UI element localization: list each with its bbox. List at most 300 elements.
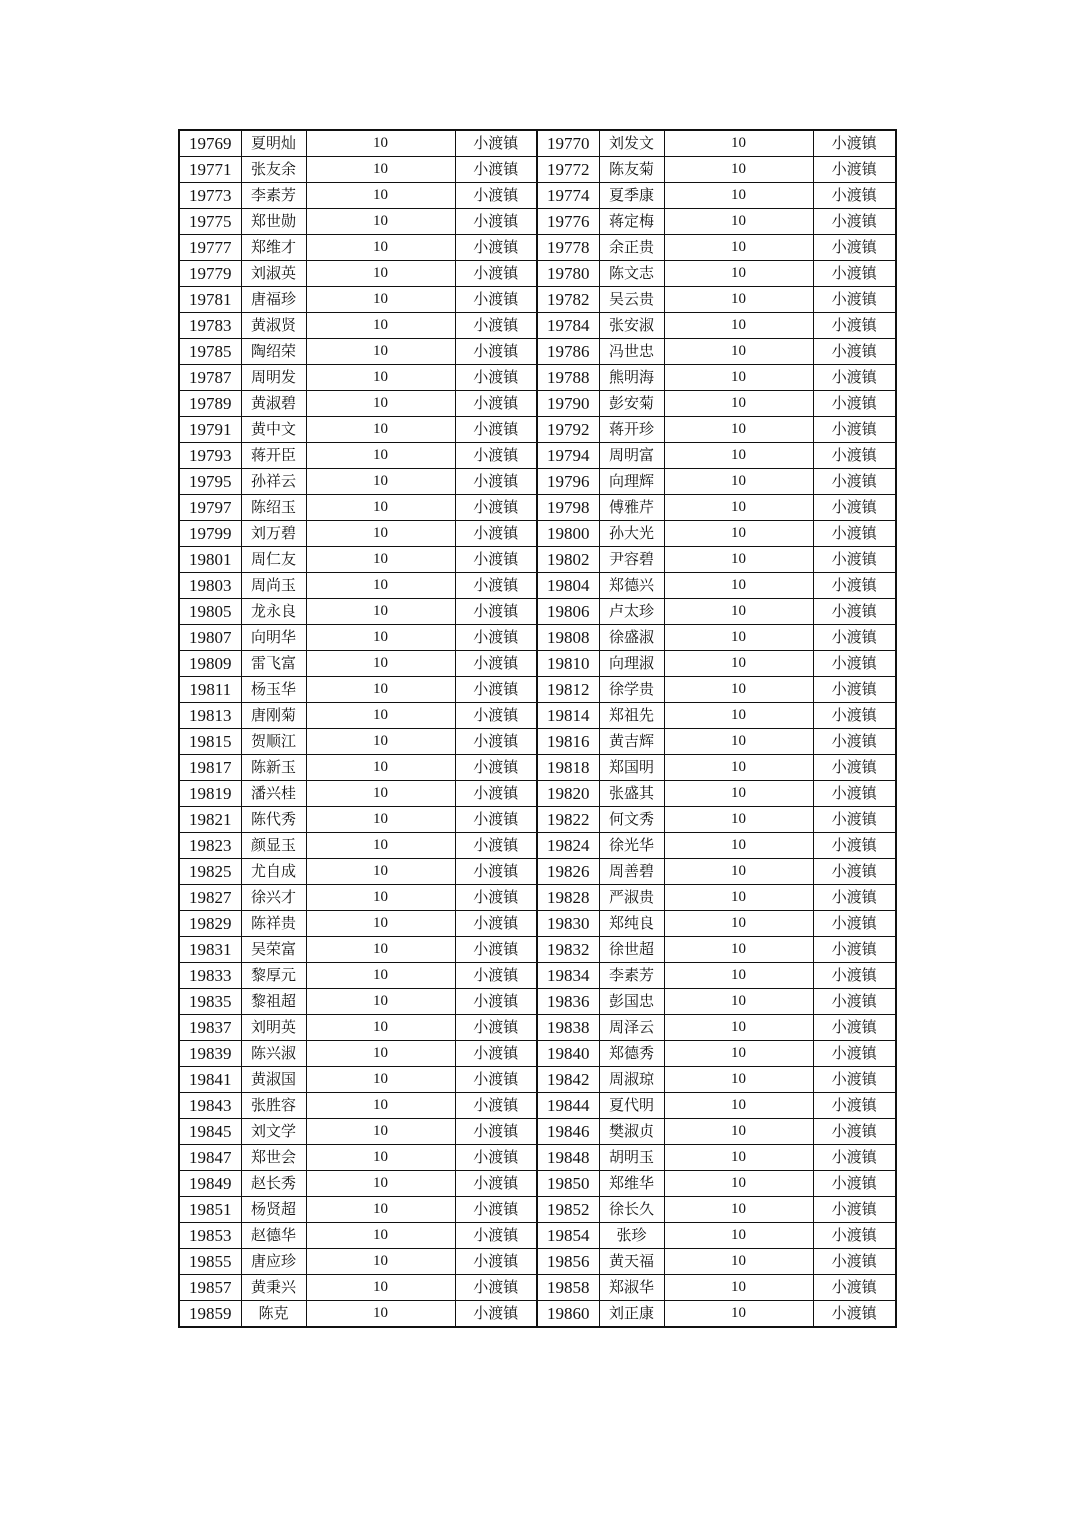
amount-cell: 10 <box>306 807 455 833</box>
table-row <box>179 443 896 469</box>
amount-cell: 10 <box>306 1301 455 1328</box>
town-cell: 小渡镇 <box>813 1301 896 1328</box>
name-cell: 李素芳 <box>241 183 306 209</box>
amount-cell: 10 <box>664 677 813 703</box>
table-row <box>179 599 896 625</box>
id-cell: 19822 <box>537 807 599 833</box>
table-row <box>179 469 896 495</box>
id-cell: 19791 <box>179 417 241 443</box>
table-row <box>179 729 896 755</box>
amount-cell: 10 <box>664 833 813 859</box>
town-cell: 小渡镇 <box>455 339 537 365</box>
amount-cell: 10 <box>306 1041 455 1067</box>
town-cell: 小渡镇 <box>455 703 537 729</box>
id-cell: 19824 <box>537 833 599 859</box>
id-cell: 19818 <box>537 755 599 781</box>
amount-cell: 10 <box>306 989 455 1015</box>
town-cell: 小渡镇 <box>455 677 537 703</box>
amount-cell: 10 <box>306 521 455 547</box>
amount-cell: 10 <box>664 989 813 1015</box>
name-cell: 胡明玉 <box>599 1145 664 1171</box>
name-cell: 黄淑碧 <box>241 391 306 417</box>
amount-cell: 10 <box>306 1197 455 1223</box>
town-cell: 小渡镇 <box>455 1301 537 1328</box>
id-cell: 19784 <box>537 313 599 339</box>
id-cell: 19858 <box>537 1275 599 1301</box>
name-cell: 余正贵 <box>599 235 664 261</box>
name-cell: 郑世会 <box>241 1145 306 1171</box>
name-cell: 颜显玉 <box>241 833 306 859</box>
amount-cell: 10 <box>664 885 813 911</box>
amount-cell: 10 <box>664 339 813 365</box>
town-cell: 小渡镇 <box>455 625 537 651</box>
name-cell: 杨玉华 <box>241 677 306 703</box>
town-cell: 小渡镇 <box>455 1223 537 1249</box>
amount-cell: 10 <box>664 911 813 937</box>
id-cell: 19785 <box>179 339 241 365</box>
town-cell: 小渡镇 <box>455 1145 537 1171</box>
name-cell: 陈新玉 <box>241 755 306 781</box>
town-cell: 小渡镇 <box>455 833 537 859</box>
table-row <box>179 703 896 729</box>
amount-cell: 10 <box>306 1275 455 1301</box>
town-cell: 小渡镇 <box>813 963 896 989</box>
name-cell: 黎祖超 <box>241 989 306 1015</box>
id-cell: 19839 <box>179 1041 241 1067</box>
id-cell: 19798 <box>537 495 599 521</box>
id-cell: 19790 <box>537 391 599 417</box>
id-cell: 19803 <box>179 573 241 599</box>
name-cell: 黄中文 <box>241 417 306 443</box>
name-cell: 徐学贵 <box>599 677 664 703</box>
table-row <box>179 1093 896 1119</box>
amount-cell: 10 <box>306 1015 455 1041</box>
town-cell: 小渡镇 <box>455 235 537 261</box>
name-cell: 郑淑华 <box>599 1275 664 1301</box>
name-cell: 蒋开臣 <box>241 443 306 469</box>
id-cell: 19812 <box>537 677 599 703</box>
name-cell: 徐世超 <box>599 937 664 963</box>
amount-cell: 10 <box>664 859 813 885</box>
id-cell: 19815 <box>179 729 241 755</box>
table-row <box>179 911 896 937</box>
id-cell: 19848 <box>537 1145 599 1171</box>
id-cell: 19792 <box>537 417 599 443</box>
id-cell: 19801 <box>179 547 241 573</box>
amount-cell: 10 <box>664 963 813 989</box>
name-cell: 赵长秀 <box>241 1171 306 1197</box>
id-cell: 19775 <box>179 209 241 235</box>
name-cell: 向明华 <box>241 625 306 651</box>
id-cell: 19776 <box>537 209 599 235</box>
town-cell: 小渡镇 <box>813 1249 896 1275</box>
table-row <box>179 495 896 521</box>
amount-cell: 10 <box>664 1275 813 1301</box>
id-cell: 19855 <box>179 1249 241 1275</box>
table-row <box>179 183 896 209</box>
name-cell: 张胜容 <box>241 1093 306 1119</box>
id-cell: 19859 <box>179 1301 241 1328</box>
town-cell: 小渡镇 <box>455 781 537 807</box>
table-row <box>179 1249 896 1275</box>
name-cell: 陶绍荣 <box>241 339 306 365</box>
amount-cell: 10 <box>664 1119 813 1145</box>
town-cell: 小渡镇 <box>813 469 896 495</box>
town-cell: 小渡镇 <box>455 365 537 391</box>
name-cell: 唐福珍 <box>241 287 306 313</box>
amount-cell: 10 <box>664 651 813 677</box>
amount-cell: 10 <box>306 729 455 755</box>
name-cell: 陈文志 <box>599 261 664 287</box>
amount-cell: 10 <box>664 1223 813 1249</box>
town-cell: 小渡镇 <box>813 885 896 911</box>
town-cell: 小渡镇 <box>813 1145 896 1171</box>
amount-cell: 10 <box>306 495 455 521</box>
id-cell: 19828 <box>537 885 599 911</box>
town-cell: 小渡镇 <box>813 651 896 677</box>
name-cell: 夏代明 <box>599 1093 664 1119</box>
name-cell: 尤自成 <box>241 859 306 885</box>
id-cell: 19850 <box>537 1171 599 1197</box>
table-row <box>179 130 896 157</box>
name-cell: 黄天福 <box>599 1249 664 1275</box>
id-cell: 19847 <box>179 1145 241 1171</box>
town-cell: 小渡镇 <box>455 1197 537 1223</box>
amount-cell: 10 <box>306 703 455 729</box>
id-cell: 19860 <box>537 1301 599 1328</box>
name-cell: 唐刚菊 <box>241 703 306 729</box>
name-cell: 陈友菊 <box>599 157 664 183</box>
name-cell: 刘淑英 <box>241 261 306 287</box>
town-cell: 小渡镇 <box>455 885 537 911</box>
amount-cell: 10 <box>306 417 455 443</box>
id-cell: 19806 <box>537 599 599 625</box>
id-cell: 19782 <box>537 287 599 313</box>
name-cell: 张安淑 <box>599 313 664 339</box>
name-cell: 周淑琼 <box>599 1067 664 1093</box>
town-cell: 小渡镇 <box>813 833 896 859</box>
amount-cell: 10 <box>306 261 455 287</box>
amount-cell: 10 <box>306 1223 455 1249</box>
amount-cell: 10 <box>306 1119 455 1145</box>
name-cell: 徐盛淑 <box>599 625 664 651</box>
name-cell: 李素芳 <box>599 963 664 989</box>
amount-cell: 10 <box>664 417 813 443</box>
name-cell: 刘明英 <box>241 1015 306 1041</box>
town-cell: 小渡镇 <box>813 547 896 573</box>
id-cell: 19811 <box>179 677 241 703</box>
town-cell: 小渡镇 <box>813 911 896 937</box>
name-cell: 严淑贵 <box>599 885 664 911</box>
table-row <box>179 1301 896 1328</box>
amount-cell: 10 <box>664 703 813 729</box>
id-cell: 19769 <box>179 130 241 157</box>
amount-cell: 10 <box>306 469 455 495</box>
amount-cell: 10 <box>664 1249 813 1275</box>
name-cell: 夏明灿 <box>241 130 306 157</box>
name-cell: 郑国明 <box>599 755 664 781</box>
name-cell: 雷飞富 <box>241 651 306 677</box>
amount-cell: 10 <box>664 781 813 807</box>
id-cell: 19832 <box>537 937 599 963</box>
town-cell: 小渡镇 <box>455 547 537 573</box>
name-cell: 孙祥云 <box>241 469 306 495</box>
table-row <box>179 1015 896 1041</box>
amount-cell: 10 <box>664 365 813 391</box>
id-cell: 19849 <box>179 1171 241 1197</box>
amount-cell: 10 <box>664 261 813 287</box>
town-cell: 小渡镇 <box>455 1067 537 1093</box>
name-cell: 贺顺江 <box>241 729 306 755</box>
town-cell: 小渡镇 <box>455 469 537 495</box>
id-cell: 19793 <box>179 443 241 469</box>
id-cell: 19779 <box>179 261 241 287</box>
id-cell: 19804 <box>537 573 599 599</box>
name-cell: 傅雅芹 <box>599 495 664 521</box>
town-cell: 小渡镇 <box>455 521 537 547</box>
table-row <box>179 781 896 807</box>
amount-cell: 10 <box>306 755 455 781</box>
amount-cell: 10 <box>664 287 813 313</box>
id-cell: 19827 <box>179 885 241 911</box>
amount-cell: 10 <box>306 781 455 807</box>
table-row <box>179 157 896 183</box>
town-cell: 小渡镇 <box>455 573 537 599</box>
name-cell: 蒋定梅 <box>599 209 664 235</box>
table-row <box>179 833 896 859</box>
amount-cell: 10 <box>664 625 813 651</box>
id-cell: 19770 <box>537 130 599 157</box>
table-row <box>179 573 896 599</box>
name-cell: 张友余 <box>241 157 306 183</box>
amount-cell: 10 <box>664 1093 813 1119</box>
amount-cell: 10 <box>306 885 455 911</box>
town-cell: 小渡镇 <box>813 183 896 209</box>
amount-cell: 10 <box>664 1197 813 1223</box>
name-cell: 郑维才 <box>241 235 306 261</box>
id-cell: 19808 <box>537 625 599 651</box>
town-cell: 小渡镇 <box>813 391 896 417</box>
id-cell: 19835 <box>179 989 241 1015</box>
id-cell: 19774 <box>537 183 599 209</box>
table-row <box>179 755 896 781</box>
amount-cell: 10 <box>306 599 455 625</box>
table-row <box>179 989 896 1015</box>
town-cell: 小渡镇 <box>813 313 896 339</box>
id-cell: 19787 <box>179 365 241 391</box>
id-cell: 19780 <box>537 261 599 287</box>
name-cell: 周明发 <box>241 365 306 391</box>
town-cell: 小渡镇 <box>813 287 896 313</box>
town-cell: 小渡镇 <box>813 1041 896 1067</box>
town-cell: 小渡镇 <box>813 937 896 963</box>
name-cell: 彭国忠 <box>599 989 664 1015</box>
amount-cell: 10 <box>664 1015 813 1041</box>
id-cell: 19830 <box>537 911 599 937</box>
amount-cell: 10 <box>306 209 455 235</box>
town-cell: 小渡镇 <box>813 443 896 469</box>
town-cell: 小渡镇 <box>813 235 896 261</box>
amount-cell: 10 <box>306 391 455 417</box>
amount-cell: 10 <box>306 1093 455 1119</box>
amount-cell: 10 <box>664 495 813 521</box>
id-cell: 19816 <box>537 729 599 755</box>
town-cell: 小渡镇 <box>455 859 537 885</box>
name-cell: 陈兴淑 <box>241 1041 306 1067</box>
table-row <box>179 651 896 677</box>
id-cell: 19795 <box>179 469 241 495</box>
id-cell: 19783 <box>179 313 241 339</box>
amount-cell: 10 <box>664 183 813 209</box>
name-cell: 周泽云 <box>599 1015 664 1041</box>
table-row <box>179 807 896 833</box>
id-cell: 19814 <box>537 703 599 729</box>
town-cell: 小渡镇 <box>813 495 896 521</box>
town-cell: 小渡镇 <box>455 417 537 443</box>
id-cell: 19841 <box>179 1067 241 1093</box>
id-cell: 19821 <box>179 807 241 833</box>
amount-cell: 10 <box>306 963 455 989</box>
id-cell: 19777 <box>179 235 241 261</box>
town-cell: 小渡镇 <box>455 130 537 157</box>
id-cell: 19772 <box>537 157 599 183</box>
id-cell: 19771 <box>179 157 241 183</box>
id-cell: 19846 <box>537 1119 599 1145</box>
table-row <box>179 339 896 365</box>
name-cell: 陈绍玉 <box>241 495 306 521</box>
town-cell: 小渡镇 <box>813 1093 896 1119</box>
id-cell: 19810 <box>537 651 599 677</box>
name-cell: 刘发文 <box>599 130 664 157</box>
table-row <box>179 1067 896 1093</box>
town-cell: 小渡镇 <box>813 859 896 885</box>
name-cell: 张珍 <box>599 1223 664 1249</box>
town-cell: 小渡镇 <box>813 755 896 781</box>
name-cell: 唐应珍 <box>241 1249 306 1275</box>
amount-cell: 10 <box>306 677 455 703</box>
amount-cell: 10 <box>306 937 455 963</box>
id-cell: 19829 <box>179 911 241 937</box>
amount-cell: 10 <box>306 183 455 209</box>
amount-cell: 10 <box>664 157 813 183</box>
name-cell: 郑德秀 <box>599 1041 664 1067</box>
amount-cell: 10 <box>306 1249 455 1275</box>
name-cell: 张盛其 <box>599 781 664 807</box>
id-cell: 19837 <box>179 1015 241 1041</box>
town-cell: 小渡镇 <box>455 651 537 677</box>
name-cell: 徐兴才 <box>241 885 306 911</box>
name-cell: 吴荣富 <box>241 937 306 963</box>
name-cell: 周仁友 <box>241 547 306 573</box>
name-cell: 郑德兴 <box>599 573 664 599</box>
town-cell: 小渡镇 <box>455 157 537 183</box>
amount-cell: 10 <box>664 729 813 755</box>
name-cell: 杨贤超 <box>241 1197 306 1223</box>
amount-cell: 10 <box>306 911 455 937</box>
amount-cell: 10 <box>664 521 813 547</box>
town-cell: 小渡镇 <box>813 1119 896 1145</box>
id-cell: 19786 <box>537 339 599 365</box>
id-cell: 19840 <box>537 1041 599 1067</box>
town-cell: 小渡镇 <box>813 130 896 157</box>
amount-cell: 10 <box>664 807 813 833</box>
amount-cell: 10 <box>664 1041 813 1067</box>
amount-cell: 10 <box>306 157 455 183</box>
amount-cell: 10 <box>664 235 813 261</box>
town-cell: 小渡镇 <box>813 521 896 547</box>
table-row <box>179 937 896 963</box>
amount-cell: 10 <box>306 573 455 599</box>
name-cell: 陈祥贵 <box>241 911 306 937</box>
name-cell: 刘文学 <box>241 1119 306 1145</box>
id-cell: 19852 <box>537 1197 599 1223</box>
table-row <box>179 625 896 651</box>
amount-cell: 10 <box>664 391 813 417</box>
table-row <box>179 885 896 911</box>
town-cell: 小渡镇 <box>813 703 896 729</box>
name-cell: 刘正康 <box>599 1301 664 1328</box>
table-row <box>179 677 896 703</box>
id-cell: 19781 <box>179 287 241 313</box>
name-cell: 黄淑贤 <box>241 313 306 339</box>
amount-cell: 10 <box>664 547 813 573</box>
id-cell: 19838 <box>537 1015 599 1041</box>
name-cell: 卢太珍 <box>599 599 664 625</box>
amount-cell: 10 <box>306 1171 455 1197</box>
town-cell: 小渡镇 <box>455 937 537 963</box>
name-cell: 尹容碧 <box>599 547 664 573</box>
town-cell: 小渡镇 <box>455 443 537 469</box>
id-cell: 19796 <box>537 469 599 495</box>
town-cell: 小渡镇 <box>455 807 537 833</box>
table-row <box>179 1171 896 1197</box>
amount-cell: 10 <box>306 339 455 365</box>
id-cell: 19845 <box>179 1119 241 1145</box>
town-cell: 小渡镇 <box>813 1067 896 1093</box>
town-cell: 小渡镇 <box>813 677 896 703</box>
town-cell: 小渡镇 <box>813 599 896 625</box>
name-cell: 郑祖先 <box>599 703 664 729</box>
id-cell: 19856 <box>537 1249 599 1275</box>
amount-cell: 10 <box>306 1067 455 1093</box>
id-cell: 19789 <box>179 391 241 417</box>
roster-table <box>178 129 897 1328</box>
table-row <box>179 287 896 313</box>
name-cell: 周尚玉 <box>241 573 306 599</box>
name-cell: 周善碧 <box>599 859 664 885</box>
id-cell: 19817 <box>179 755 241 781</box>
town-cell: 小渡镇 <box>455 1249 537 1275</box>
name-cell: 徐光华 <box>599 833 664 859</box>
table-row <box>179 1145 896 1171</box>
town-cell: 小渡镇 <box>813 1223 896 1249</box>
name-cell: 赵德华 <box>241 1223 306 1249</box>
name-cell: 黎厚元 <box>241 963 306 989</box>
town-cell: 小渡镇 <box>455 1171 537 1197</box>
id-cell: 19826 <box>537 859 599 885</box>
name-cell: 郑维华 <box>599 1171 664 1197</box>
town-cell: 小渡镇 <box>455 989 537 1015</box>
name-cell: 龙永良 <box>241 599 306 625</box>
id-cell: 19836 <box>537 989 599 1015</box>
name-cell: 熊明海 <box>599 365 664 391</box>
town-cell: 小渡镇 <box>455 599 537 625</box>
name-cell: 何文秀 <box>599 807 664 833</box>
id-cell: 19842 <box>537 1067 599 1093</box>
town-cell: 小渡镇 <box>813 261 896 287</box>
amount-cell: 10 <box>664 443 813 469</box>
town-cell: 小渡镇 <box>813 1171 896 1197</box>
